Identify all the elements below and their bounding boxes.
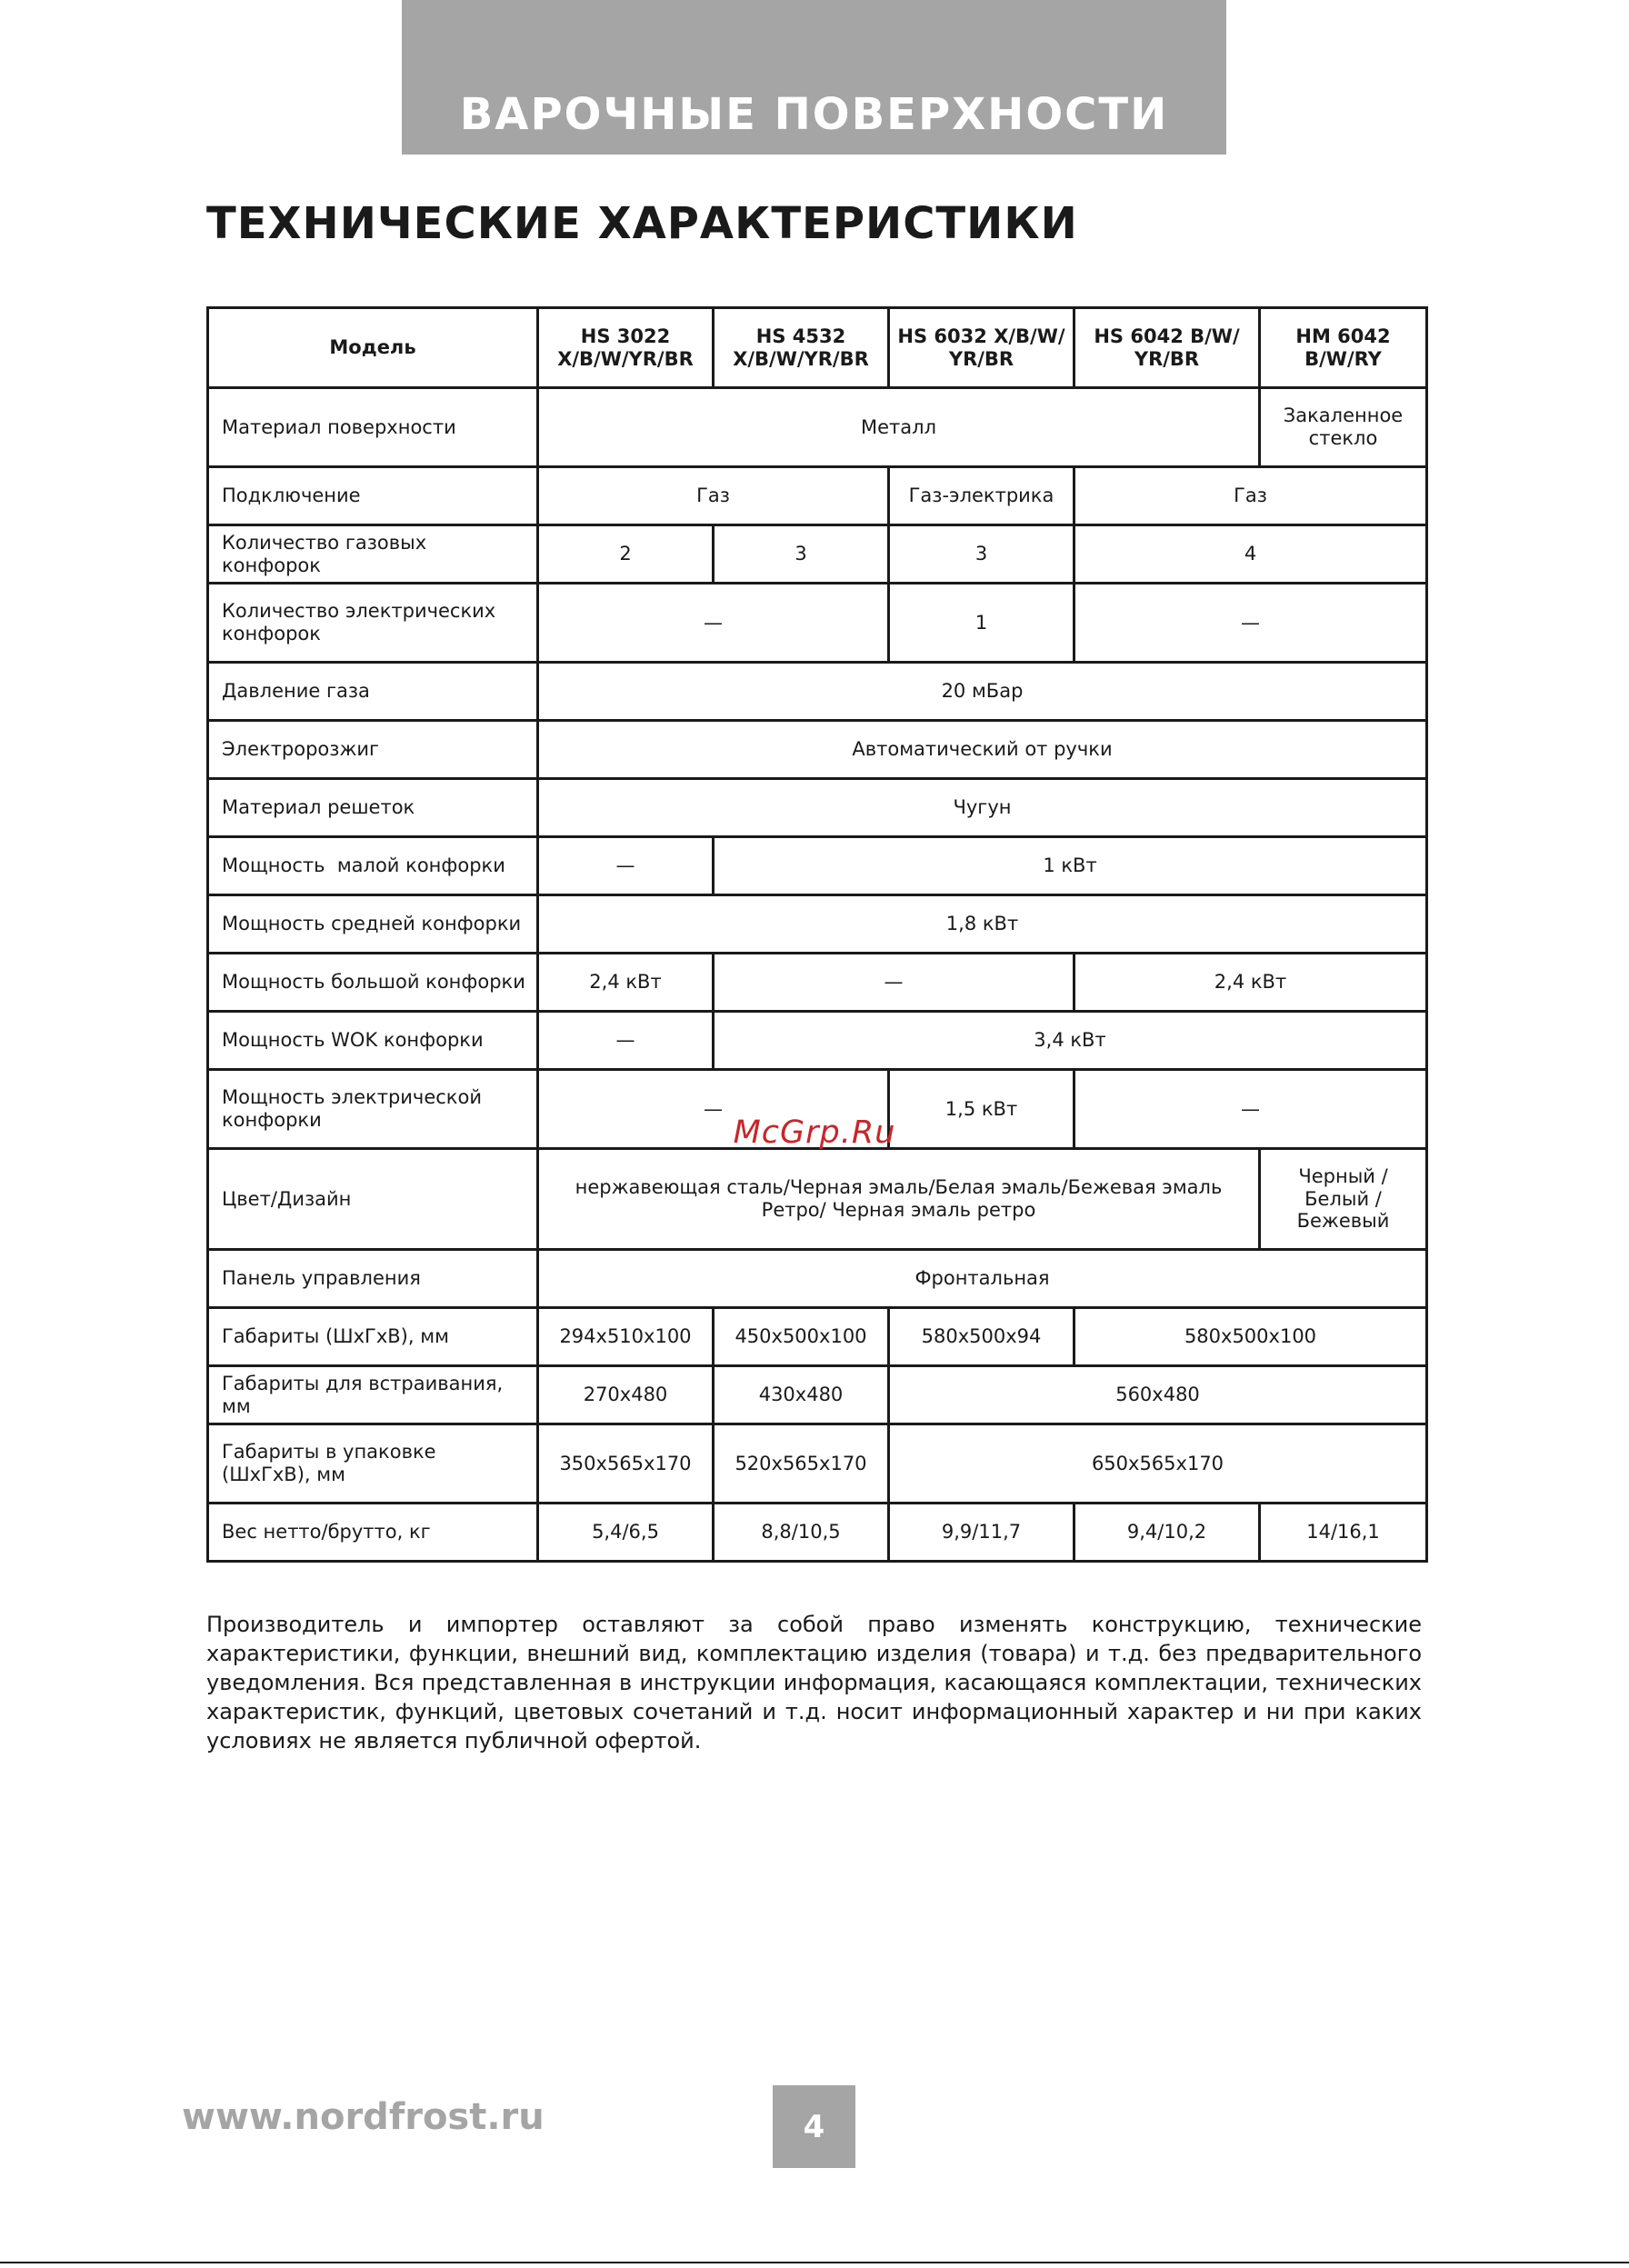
footer-site-link[interactable]: www.nordfrost.ru — [182, 2096, 545, 2138]
row-label: Мощность средней конфорки — [208, 895, 538, 954]
table-cell: 560x480 — [889, 1366, 1427, 1424]
disclaimer-text: Производитель и импортер оставляют за собой право изменять конструкцию, технические характеристики, функции, внешний вид, комплектацию изделия (товара) и т.д. без предварительного уведомления. Вся представленная в инструкции информация, касающаяся комплектации, технических характеристик, функций, цветовых сочетаний и т.д. носит информационный характер и ни при каких условиях не является публичной офертой. — [206, 1612, 1422, 1753]
row-label: Цвет/Дизайн — [208, 1149, 538, 1250]
table-row — [208, 1424, 1427, 1504]
table-cell: 2,4 кВт — [1074, 954, 1427, 1012]
table-cell: Чугун — [538, 779, 1427, 837]
table-cell: Металл — [538, 388, 1260, 467]
row-label: Мощность большой конфорки — [208, 954, 538, 1012]
row-label: Количество газовых конфорок — [208, 525, 538, 584]
table-cell: 650x565x170 — [889, 1424, 1427, 1504]
row-label: Габариты в упаковке (ШхГхВ), мм — [208, 1424, 538, 1504]
header-model-hs3022: HS 3022 X/B/W/YR/BR — [538, 308, 714, 388]
table-row — [208, 1012, 1427, 1070]
table-cell: Закаленное стекло — [1260, 388, 1427, 467]
table-cell: 4 — [1074, 525, 1427, 584]
table-cell: 450x500x100 — [714, 1308, 889, 1366]
table-cell: 3 — [714, 525, 889, 584]
table-cell: Автоматический от ручки — [538, 721, 1427, 779]
table-cell: 1,8 кВт — [538, 895, 1427, 954]
table-row — [208, 721, 1427, 779]
row-label: Панель управления — [208, 1250, 538, 1308]
table-cell: 14/16,1 — [1260, 1504, 1427, 1562]
table-cell: — — [538, 584, 889, 663]
table-cell: Газ-электрика — [889, 467, 1074, 525]
table-cell: 580x500x100 — [1074, 1308, 1427, 1366]
row-label: Давление газа — [208, 663, 538, 721]
table-cell: 9,9/11,7 — [889, 1504, 1074, 1562]
table-cell: Черный / Белый / Бежевый — [1260, 1149, 1427, 1250]
table-row — [208, 467, 1427, 525]
table-row — [208, 779, 1427, 837]
table-cell: 580x500x94 — [889, 1308, 1074, 1366]
table-cell: — — [538, 1012, 714, 1070]
row-label: Материал решеток — [208, 779, 538, 837]
table-cell: 3 — [889, 525, 1074, 584]
table-cell: 270x480 — [538, 1366, 714, 1424]
table-cell: 1 кВт — [714, 837, 1427, 895]
table-cell: — — [538, 837, 714, 895]
row-label: Мощность WOK конфорки — [208, 1012, 538, 1070]
table-row — [208, 1366, 1427, 1424]
table-cell: 1,5 кВт — [889, 1070, 1074, 1149]
table-row — [208, 525, 1427, 584]
table-cell: — — [714, 954, 1074, 1012]
table-cell: 9,4/10,2 — [1074, 1504, 1260, 1562]
row-label: Мощность электрической конфорки — [208, 1070, 538, 1149]
table-row — [208, 1504, 1427, 1562]
table-row — [208, 388, 1427, 467]
header-model-hs4532: HS 4532 X/B/W/YR/BR — [714, 308, 889, 388]
specs-table — [206, 306, 1428, 1563]
row-label: Количество электрических конфорок — [208, 584, 538, 663]
table-row — [208, 1308, 1427, 1366]
table-cell: 294x510x100 — [538, 1308, 714, 1366]
row-label: Материал поверхности — [208, 388, 538, 467]
table-row — [208, 584, 1427, 663]
table-cell: Газ — [1074, 467, 1427, 525]
table-cell: 8,8/10,5 — [714, 1504, 889, 1562]
table-row — [208, 663, 1427, 721]
table-cell: 20 мБар — [538, 663, 1427, 721]
table-row — [208, 895, 1427, 954]
row-label: Электророзжиг — [208, 721, 538, 779]
table-cell: 430x480 — [714, 1366, 889, 1424]
section-header-band — [402, 0, 1226, 155]
section-title: ВАРОЧНЫЕ ПОВЕРХНОСТИ — [459, 89, 1169, 140]
table-cell: — — [1074, 1070, 1427, 1149]
row-label: Габариты (ШхГхВ), мм — [208, 1308, 538, 1366]
table-cell: Фронтальная — [538, 1250, 1427, 1308]
table-cell: 520x565x170 — [714, 1424, 889, 1504]
table-cell: 2,4 кВт — [538, 954, 714, 1012]
header-param: Модель — [208, 308, 538, 388]
table-cell: 1 — [889, 584, 1074, 663]
table-row — [208, 1149, 1427, 1250]
watermark: McGrp.Ru — [733, 1114, 896, 1151]
table-row — [208, 837, 1427, 895]
bottom-divider — [0, 2262, 1629, 2263]
header-model-hs6042: HS 6042 B/W/ YR/BR — [1074, 308, 1260, 388]
table-cell: — — [538, 1070, 889, 1149]
row-label: Габариты для встраивания, мм — [208, 1366, 538, 1424]
table-header-row — [208, 308, 1427, 388]
header-model-hs6032: HS 6032 X/B/W/ YR/BR — [889, 308, 1074, 388]
row-label: Вес нетто/брутто, кг — [208, 1504, 538, 1562]
header-model-hm6042: HM 6042 B/W/RY — [1260, 308, 1427, 388]
table-cell: нержавеющая сталь/Черная эмаль/Белая эмаль/Бежевая эмаль Ретро/ Черная эмаль ретро — [538, 1149, 1260, 1250]
page-title: ТЕХНИЧЕСКИЕ ХАРАКТЕРИСТИКИ — [206, 198, 1078, 249]
table-row — [208, 1250, 1427, 1308]
page-number: 4 — [773, 2085, 855, 2168]
row-label: Мощность малой конфорки — [208, 837, 538, 895]
table-cell: 2 — [538, 525, 714, 584]
row-label: Подключение — [208, 467, 538, 525]
table-cell: 5,4/6,5 — [538, 1504, 714, 1562]
table-cell: — — [1074, 584, 1427, 663]
table-row — [208, 954, 1427, 1012]
table-cell: 3,4 кВт — [714, 1012, 1427, 1070]
table-cell: Газ — [538, 467, 889, 525]
table-cell: 350x565x170 — [538, 1424, 714, 1504]
